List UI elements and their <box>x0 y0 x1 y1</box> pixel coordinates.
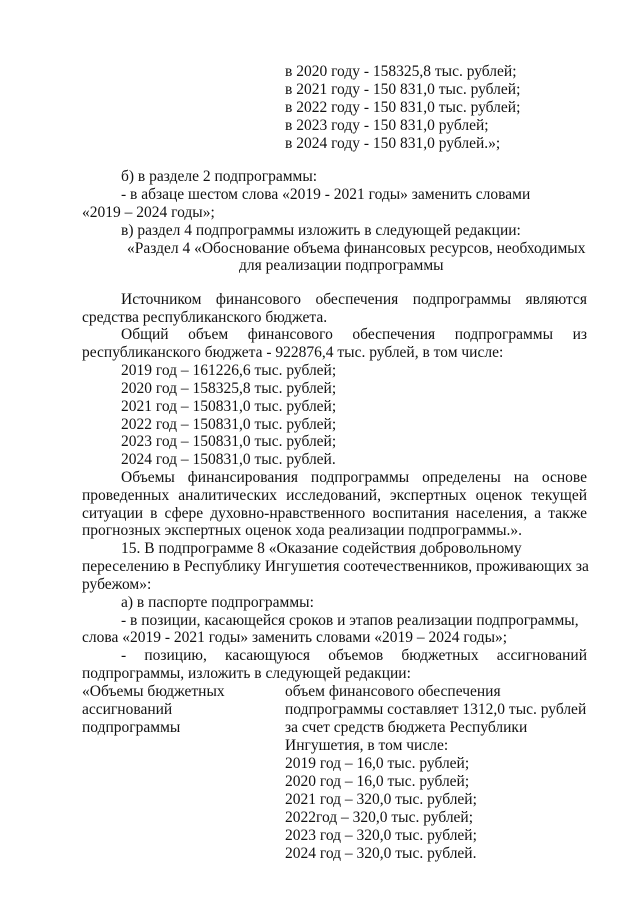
text-line: 2022 год – 150831,0 тыс. рублей; <box>121 416 337 433</box>
text-line: прогнозных экспертных оценок хода реализации подпрограммы.». <box>82 522 523 539</box>
section-heading: «Раздел 4 «Обоснование объема финансовых ресурсов, необходимых <box>127 240 586 257</box>
table-left-cell: подпрограммы <box>82 719 181 736</box>
table-right-cell: 2024 год – 320,0 тыс. рублей. <box>285 845 477 862</box>
text-line: подпрограммы, изложить в следующей редакции: <box>82 665 411 682</box>
text-line: переселению в Республику Ингушетия соотечественников, проживающих за <box>82 558 589 575</box>
section-heading: для реализации подпрограммы <box>239 257 444 274</box>
text-line: в 2020 году - 158325,8 тыс. рублей; <box>285 63 517 80</box>
table-right-cell: объем финансового обеспечения <box>285 683 501 700</box>
text-line: в 2024 году - 150 831,0 рублей.»; <box>285 135 501 152</box>
table-right-cell: 2019 год – 16,0 тыс. рублей; <box>285 755 470 772</box>
table-left-cell: ассигнований <box>82 701 173 718</box>
text-line: 2024 год – 150831,0 тыс. рублей. <box>121 451 336 468</box>
text-line: проведенных аналитических исследований, экспертных оценок текущей <box>82 487 587 504</box>
text-line: средства республиканского бюджета. <box>82 309 328 326</box>
text-line: Общий объем финансового обеспечения подпрограммы из <box>121 326 587 343</box>
table-right-cell: подпрограммы составляет 1312,0 тыс. рублей <box>285 701 587 718</box>
table-right-cell: 2021 год – 320,0 тыс. рублей; <box>285 791 477 808</box>
text-line: рубежом»: <box>82 576 152 593</box>
text-line: 2019 год – 161226,6 тыс. рублей; <box>121 362 337 379</box>
text-line: республиканского бюджета - 922876,4 тыс. рублей, в том числе: <box>82 344 504 361</box>
text-line: Источником финансового обеспечения подпрограммы являются <box>121 291 587 308</box>
table-right-cell: за счет средств бюджета Республики <box>285 719 528 736</box>
text-line: - в абзаце шестом слова «2019 - 2021 годы» заменить словами <box>121 186 531 203</box>
text-line: в 2023 году - 150 831,0 рублей; <box>285 117 489 134</box>
text-line: - позицию, касающуюся объемов бюджетных ассигнований <box>121 647 587 664</box>
text-line: 2021 год – 150831,0 тыс. рублей; <box>121 398 337 415</box>
text-line: 2023 год – 150831,0 тыс. рублей; <box>121 433 337 450</box>
text-line: - в позиции, касающейся сроков и этапов реализации подпрограммы, <box>121 612 579 629</box>
table-right-cell: 2022год – 320,0 тыс. рублей; <box>285 809 474 826</box>
text-line: слова «2019 - 2021 годы» заменить словами «2019 – 2024 годы»; <box>82 629 508 646</box>
text-line: ситуации в сфере духовно-нравственного воспитания населения, а также <box>82 505 587 522</box>
text-line: а) в паспорте подпрограммы: <box>121 594 314 611</box>
text-line: Объемы финансирования подпрограммы определены на основе <box>121 469 587 486</box>
table-left-cell: «Объемы бюджетных <box>82 683 225 700</box>
text-line: «2019 – 2024 годы»; <box>82 204 215 221</box>
table-right-cell: 2020 год – 16,0 тыс. рублей; <box>285 773 470 790</box>
text-line: в 2021 году - 150 831,0 тыс. рублей; <box>285 81 521 98</box>
text-line: в) раздел 4 подпрограммы изложить в следующей редакции: <box>121 222 521 239</box>
text-line: в 2022 году - 150 831,0 тыс. рублей; <box>285 99 521 116</box>
text-line: 2020 год – 158325,8 тыс. рублей; <box>121 380 337 397</box>
table-right-cell: 2023 год – 320,0 тыс. рублей; <box>285 827 477 844</box>
table-right-cell: Ингушетия, в том числе: <box>285 737 449 754</box>
text-line: 15. В подпрограмме 8 «Оказание содействия добровольному <box>121 540 522 557</box>
text-line: б) в разделе 2 подпрограммы: <box>121 168 318 185</box>
